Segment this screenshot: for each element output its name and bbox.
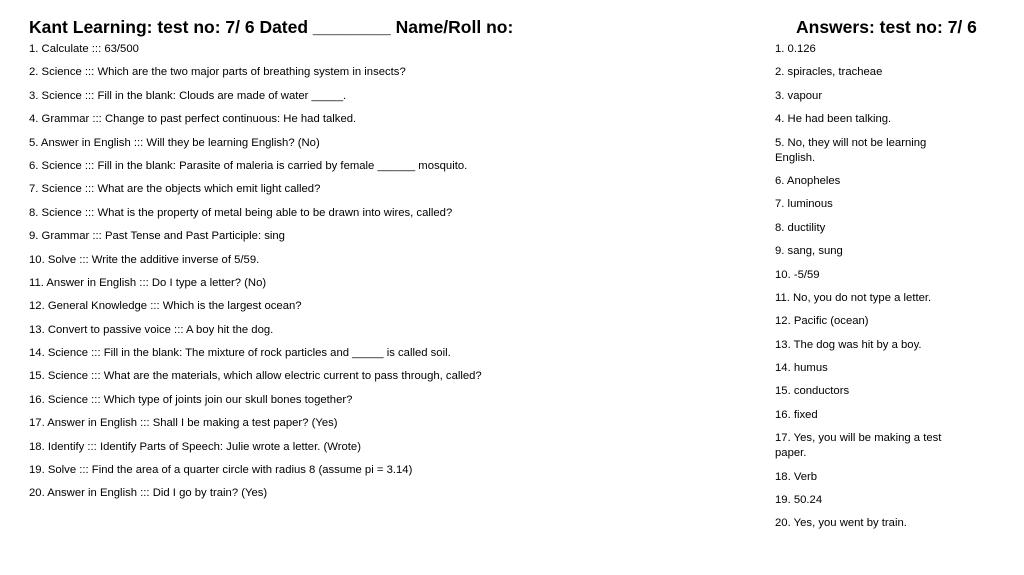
answer-item: 18. Verb [775, 470, 818, 483]
question-item: 18. Identify ::: Identify Parts of Speech: Julie wrote a letter. (Wrote) [29, 440, 361, 453]
answer-item: 10. -5/59 [775, 268, 820, 281]
answers-list [775, 42, 985, 531]
question-item: 8. Science ::: What is the property of metal being able to be drawn into wires, called? [29, 206, 453, 219]
answer-item: 2. spiracles, tracheae [775, 66, 883, 79]
question-item: 1. Calculate ::: 63/500 [29, 43, 139, 55]
answer-item: 16. fixed [775, 408, 818, 421]
answer-item: 17. Yes, you will be making a test paper. [775, 432, 942, 460]
answer-item: 6. Anopheles [775, 174, 841, 187]
answer-item: 19. 50.24 [775, 494, 823, 507]
question-item: 6. Science ::: Fill in the blank: Parasite of maleria is carried by female ______ mosquito. [29, 159, 468, 172]
question-item: 15. Science ::: What are the materials, which allow electric current to pass through, called? [29, 370, 482, 383]
answer-item: 1. 0.126 [775, 43, 816, 55]
answers-heading: Answers: test no: 7/ 6 [796, 17, 977, 37]
question-item: 13. Convert to passive voice ::: A boy hit the dog. [29, 323, 274, 336]
question-item: 5. Answer in English ::: Will they be learning English? (No) [29, 136, 320, 149]
question-item: 17. Answer in English ::: Shall I be making a test paper? (Yes) [29, 417, 338, 430]
question-item: 10. Solve ::: Write the additive inverse of 5/59. [29, 253, 260, 266]
answer-item: 3. vapour [775, 89, 823, 102]
answer-item: 12. Pacific (ocean) [775, 315, 869, 328]
question-item: 16. Science ::: Which type of joints join our skull bones together? [29, 393, 353, 406]
questions-heading: Kant Learning: test no: 7/ 6 Dated ________ Name/Roll no: [29, 17, 514, 37]
question-item: 7. Science ::: What are the objects which emit light called? [29, 183, 321, 196]
question-item: 14. Science ::: Fill in the blank: The mixture of rock particles and _____ is called soil. [29, 347, 451, 360]
question-item: 20. Answer in English ::: Did I go by train? (Yes) [29, 487, 268, 500]
question-item: 4. Grammar ::: Change to past perfect continuous: He had talked. [29, 113, 357, 126]
answer-item: 9. sang, sung [775, 245, 843, 258]
question-item: 3. Science ::: Fill in the blank: Clouds are made of water _____. [29, 89, 347, 102]
questions-column [29, 16, 749, 510]
question-item: 2. Science ::: Which are the two major parts of breathing system in insects? [29, 66, 406, 79]
question-item: 11. Answer in English ::: Do I type a letter? (No) [29, 276, 267, 289]
answers-column [775, 16, 985, 540]
question-item: 9. Grammar ::: Past Tense and Past Participle: sing [29, 230, 285, 243]
answer-item: 14. humus [775, 362, 828, 375]
answer-item: 13. The dog was hit by a boy. [775, 338, 922, 351]
answer-item: 11. No, you do not type a letter. [775, 291, 932, 304]
answer-item: 4. He had been talking. [775, 113, 892, 126]
answer-item: 7. luminous [775, 198, 833, 211]
answer-item: 20. Yes, you went by train. [775, 517, 907, 530]
questions-list [29, 42, 749, 501]
answer-item: 8. ductility [775, 221, 826, 234]
answer-item: 15. conductors [775, 385, 850, 398]
question-item: 19. Solve ::: Find the area of a quarter circle with radius 8 (assume pi = 3.14) [29, 464, 413, 477]
answer-item: 5. No, they will not be learning English. [775, 136, 927, 164]
question-item: 12. General Knowledge ::: Which is the largest ocean? [29, 300, 302, 313]
